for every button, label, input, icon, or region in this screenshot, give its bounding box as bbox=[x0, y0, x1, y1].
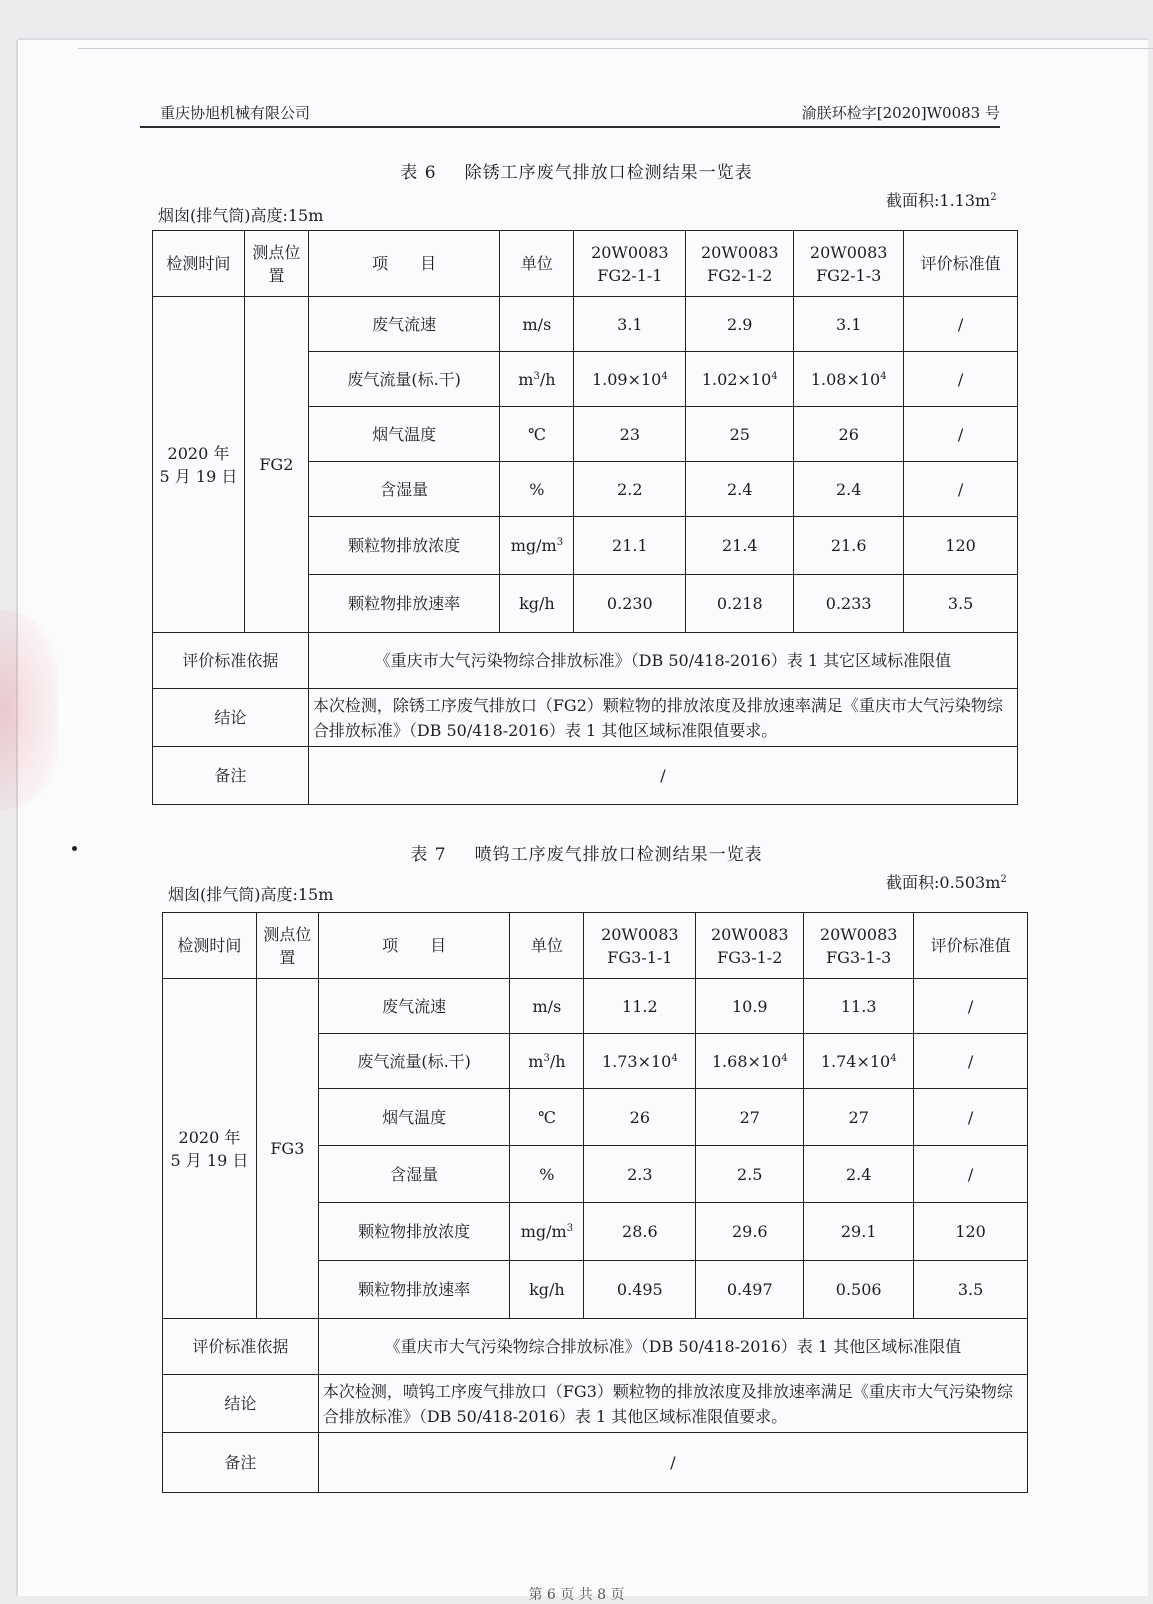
point-cell: FG3 bbox=[256, 979, 318, 1319]
item-cell: 颗粒物排放浓度 bbox=[308, 517, 500, 575]
unit-cell: kg/h bbox=[500, 575, 574, 633]
value-cell: $1.74\times 10^4$ bbox=[804, 1034, 914, 1089]
table-6-chimney-height: 烟囱(排气筒)高度:15m bbox=[158, 206, 324, 225]
item-cell: 颗粒物排放浓度 bbox=[318, 1203, 510, 1261]
value-cell: 29.6 bbox=[696, 1203, 804, 1261]
value-cell: 29.1 bbox=[804, 1203, 914, 1261]
value-cell: 0.218 bbox=[686, 575, 794, 633]
unit-cell: m/s bbox=[500, 297, 574, 352]
value-cell: 10.9 bbox=[696, 979, 804, 1034]
report-number: 渝朕环检字[2020]W0083 号 bbox=[801, 104, 1000, 122]
value-cell: 11.2 bbox=[584, 979, 696, 1034]
date-cell: 2020 年 5 月 19 日 bbox=[153, 297, 245, 633]
value-cell: 2.3 bbox=[584, 1146, 696, 1203]
value-cell: 0.506 bbox=[804, 1261, 914, 1319]
sheet-edge bbox=[78, 40, 1153, 49]
value-cell: 26 bbox=[584, 1089, 696, 1146]
value-cell: 0.495 bbox=[584, 1261, 696, 1319]
conclusion-text: 本次检测，喷钨工序废气排放口（FG3）颗粒物的排放浓度及排放速率满足《重庆市大气污染物综合排放标准》（DB 50/418-2016）表 1 其他区域标准限值要求。 bbox=[318, 1375, 1027, 1433]
red-seal-fragment bbox=[0, 610, 58, 810]
table-7-header-row bbox=[163, 913, 1028, 979]
header-sample-2: 20W0083 FG2-1-2 bbox=[686, 231, 794, 297]
item-cell: 烟气温度 bbox=[308, 407, 500, 462]
page-header bbox=[140, 96, 1000, 128]
remark-label: 备注 bbox=[153, 747, 309, 805]
header-sample-1: 20W0083 FG3-1-1 bbox=[584, 913, 696, 979]
unit-cell: $mg/m^3$ bbox=[500, 517, 574, 575]
table-6 bbox=[152, 230, 1018, 805]
value-cell: 2.9 bbox=[686, 297, 794, 352]
header-time: 检测时间 bbox=[163, 913, 257, 979]
table-7-title-text: 喷钨工序废气排放口检测结果一览表 bbox=[474, 845, 763, 865]
header-standard: 评价标准值 bbox=[914, 913, 1028, 979]
basis-text: 《重庆市大气污染物综合排放标准》（DB 50/418-2016）表 1 其它区域标准限值 bbox=[308, 633, 1017, 689]
unit-cell: $mg/m^3$ bbox=[510, 1203, 584, 1261]
table-6-header-row bbox=[153, 231, 1018, 297]
standard-cell: / bbox=[904, 407, 1018, 462]
value-cell: 0.233 bbox=[794, 575, 904, 633]
item-cell: 废气流速 bbox=[308, 297, 500, 352]
standard-cell: 3.5 bbox=[904, 575, 1018, 633]
value-cell: 3.1 bbox=[794, 297, 904, 352]
unit-cell: m/s bbox=[510, 979, 584, 1034]
unit-cell: % bbox=[500, 462, 574, 517]
conclusion-text: 本次检测，除锈工序废气排放口（FG2）颗粒物的排放浓度及排放速率满足《重庆市大气污染物综合排放标准》（DB 50/418-2016）表 1 其他区域标准限值要求。 bbox=[308, 689, 1017, 747]
table-7-title bbox=[10, 840, 1153, 865]
header-time: 检测时间 bbox=[153, 231, 245, 297]
item-cell: 含湿量 bbox=[318, 1146, 510, 1203]
header-unit: 单位 bbox=[500, 231, 574, 297]
page-footer: 第 6 页 共 8 页 bbox=[528, 1587, 625, 1603]
value-cell: 0.230 bbox=[574, 575, 686, 633]
standard-cell: 3.5 bbox=[914, 1261, 1028, 1319]
item-cell: 烟气温度 bbox=[318, 1089, 510, 1146]
table-7-area bbox=[886, 870, 1007, 893]
table-6-remark-row bbox=[153, 747, 1018, 805]
standard-cell: / bbox=[914, 1089, 1028, 1146]
header-sample-2: 20W0083 FG3-1-2 bbox=[696, 913, 804, 979]
value-cell: $1.73\times 10^4$ bbox=[584, 1034, 696, 1089]
unit-cell: $m^3/h$ bbox=[510, 1034, 584, 1089]
standard-cell: / bbox=[904, 462, 1018, 517]
table-6-conclusion-row bbox=[153, 689, 1018, 747]
value-cell: 21.1 bbox=[574, 517, 686, 575]
item-cell: 废气流量(标.干) bbox=[318, 1034, 510, 1089]
value-cell: 23 bbox=[574, 407, 686, 462]
header-unit: 单位 bbox=[510, 913, 584, 979]
item-cell: 废气流量(标.干) bbox=[308, 352, 500, 407]
table-row bbox=[163, 979, 1028, 1034]
standard-cell: 120 bbox=[904, 517, 1018, 575]
unit-cell: ℃ bbox=[500, 407, 574, 462]
header-point: 测点位置 bbox=[256, 913, 318, 979]
value-cell: 3.1 bbox=[574, 297, 686, 352]
item-cell: 含湿量 bbox=[308, 462, 500, 517]
table-7-basis-row bbox=[163, 1319, 1028, 1375]
conclusion-label: 结论 bbox=[153, 689, 309, 747]
table-7-remark-row bbox=[163, 1433, 1028, 1493]
value-cell: 2.4 bbox=[804, 1146, 914, 1203]
header-standard: 评价标准值 bbox=[904, 231, 1018, 297]
item-cell: 颗粒物排放速率 bbox=[318, 1261, 510, 1319]
table-7-conclusion-row bbox=[163, 1375, 1028, 1433]
value-cell: $1.02\times 10^4$ bbox=[686, 352, 794, 407]
header-sample-3: 20W0083 FG2-1-3 bbox=[794, 231, 904, 297]
value-cell: 2.4 bbox=[686, 462, 794, 517]
remark-text: / bbox=[308, 747, 1017, 805]
header-sample-3: 20W0083 FG3-1-3 bbox=[804, 913, 914, 979]
table-6-area-sup: 2 bbox=[990, 192, 997, 203]
item-cell: 颗粒物排放速率 bbox=[308, 575, 500, 633]
value-cell: 28.6 bbox=[584, 1203, 696, 1261]
table-7-number: 表 7 bbox=[410, 845, 447, 865]
value-cell: 21.4 bbox=[686, 517, 794, 575]
basis-label: 评价标准依据 bbox=[153, 633, 309, 689]
table-6-title-text: 除锈工序废气排放口检测结果一览表 bbox=[464, 163, 753, 183]
standard-cell: / bbox=[914, 1034, 1028, 1089]
header-item: 项 目 bbox=[318, 913, 510, 979]
remark-text: / bbox=[318, 1433, 1027, 1493]
table-7 bbox=[162, 912, 1028, 1493]
value-cell: 21.6 bbox=[794, 517, 904, 575]
value-cell: $1.09\times 10^4$ bbox=[574, 352, 686, 407]
company-name: 重庆协旭机械有限公司 bbox=[160, 104, 311, 122]
unit-cell: $m^3/h$ bbox=[500, 352, 574, 407]
table-6-area-label: 截面积:1.13m bbox=[886, 191, 991, 210]
standard-cell: / bbox=[914, 1146, 1028, 1203]
value-cell: $1.08\times 10^4$ bbox=[794, 352, 904, 407]
table-6-basis-row bbox=[153, 633, 1018, 689]
unit-cell: ℃ bbox=[510, 1089, 584, 1146]
standard-cell: / bbox=[914, 979, 1028, 1034]
remark-label: 备注 bbox=[163, 1433, 319, 1493]
date-cell: 2020 年 5 月 19 日 bbox=[163, 979, 257, 1319]
value-cell: 2.4 bbox=[794, 462, 904, 517]
point-cell: FG2 bbox=[244, 297, 308, 633]
value-cell: 27 bbox=[696, 1089, 804, 1146]
table-7-area-label: 截面积:0.503m bbox=[886, 873, 1001, 892]
value-cell: 2.5 bbox=[696, 1146, 804, 1203]
table-row bbox=[153, 297, 1018, 352]
header-sample-1: 20W0083 FG2-1-1 bbox=[574, 231, 686, 297]
value-cell: 11.3 bbox=[804, 979, 914, 1034]
value-cell: 0.497 bbox=[696, 1261, 804, 1319]
item-cell: 废气流速 bbox=[318, 979, 510, 1034]
value-cell: $1.68\times 10^4$ bbox=[696, 1034, 804, 1089]
value-cell: 26 bbox=[794, 407, 904, 462]
conclusion-label: 结论 bbox=[163, 1375, 319, 1433]
unit-cell: kg/h bbox=[510, 1261, 584, 1319]
standard-cell: / bbox=[904, 297, 1018, 352]
basis-text: 《重庆市大气污染物综合排放标准》（DB 50/418-2016）表 1 其他区域标准限值 bbox=[318, 1319, 1027, 1375]
basis-label: 评价标准依据 bbox=[163, 1319, 319, 1375]
value-cell: 25 bbox=[686, 407, 794, 462]
unit-cell: % bbox=[510, 1146, 584, 1203]
standard-cell: / bbox=[904, 352, 1018, 407]
value-cell: 2.2 bbox=[574, 462, 686, 517]
table-7-area-sup: 2 bbox=[1000, 874, 1007, 885]
table-6-title bbox=[0, 158, 1153, 183]
header-item: 项 目 bbox=[308, 231, 500, 297]
table-6-area bbox=[886, 188, 997, 211]
table-6-number: 表 6 bbox=[400, 163, 437, 183]
standard-cell: 120 bbox=[914, 1203, 1028, 1261]
table-7-chimney-height: 烟囱(排气筒)高度:15m bbox=[168, 885, 334, 904]
value-cell: 27 bbox=[804, 1089, 914, 1146]
header-point: 测点位置 bbox=[244, 231, 308, 297]
